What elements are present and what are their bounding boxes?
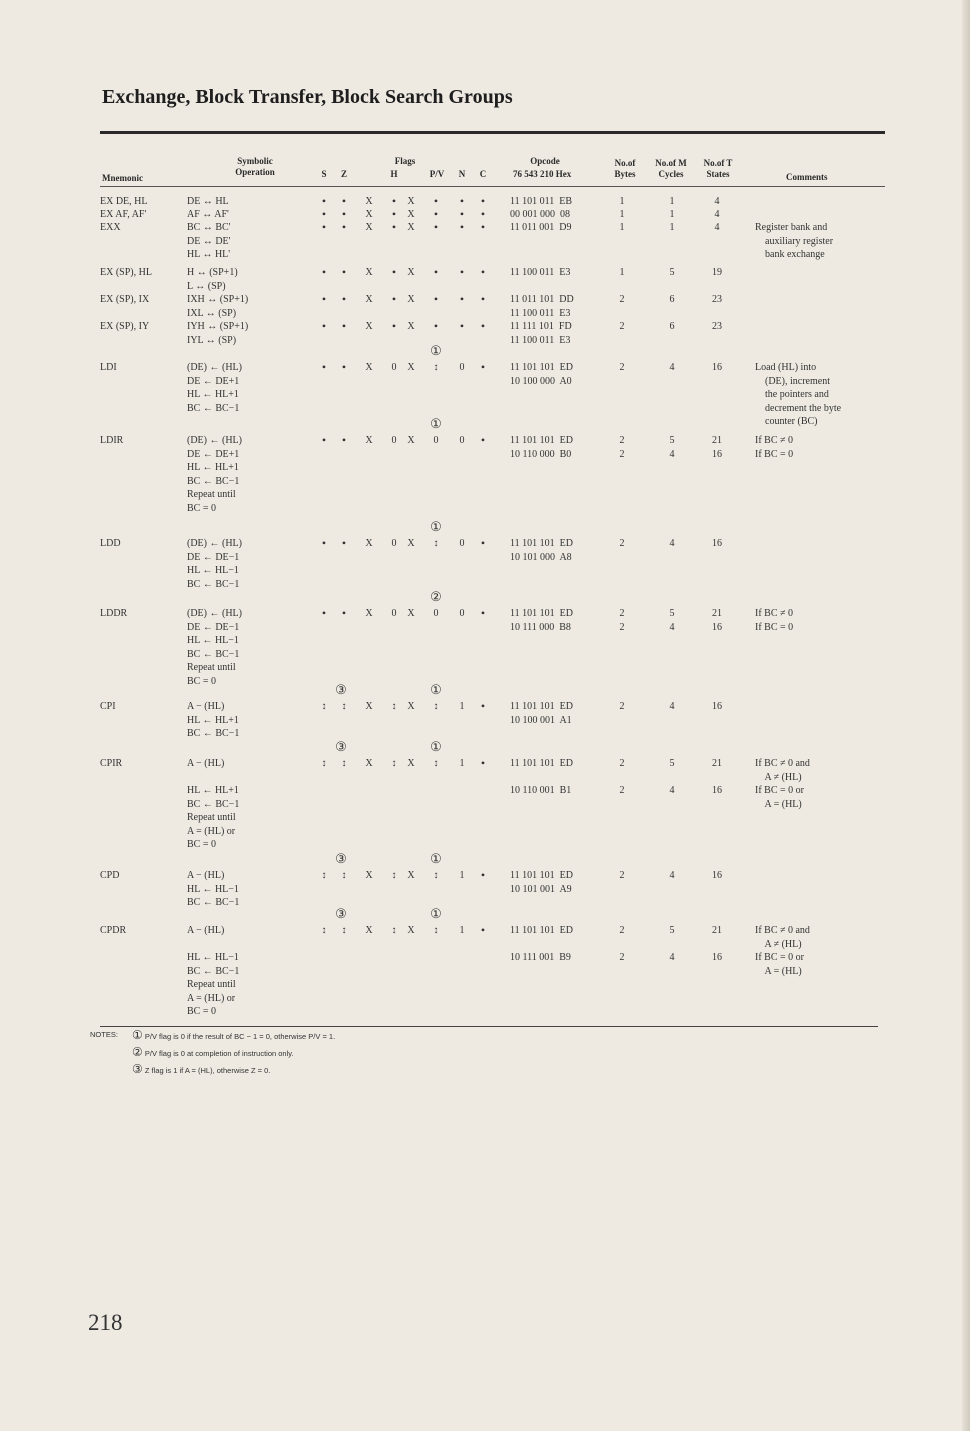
bytes-cell: 1 — [619, 196, 625, 207]
flag-cell: X — [407, 321, 415, 332]
flag-cell: 0 — [459, 538, 465, 549]
header-bytes-1: No.of — [614, 158, 636, 168]
comments-cell: Register bank and auxiliary register bank exchange — [755, 222, 834, 260]
header-symbolic-1: Symbolic — [237, 156, 273, 166]
flag-cell: • — [341, 194, 347, 208]
t-states-cell: 21 16 — [712, 925, 722, 963]
flag-cell: ↕ — [321, 870, 327, 881]
flag-cell: X — [365, 196, 373, 207]
flag-cell: X — [365, 758, 373, 769]
flag-cell: X — [365, 294, 373, 305]
flag-cell: • — [341, 292, 347, 306]
flag-cell: • — [321, 292, 327, 306]
flag-cell: • — [480, 265, 486, 279]
pv-note-marker: ① — [430, 416, 442, 431]
flag-cell: ↕ — [341, 701, 347, 712]
bytes-cell: 2 — [619, 294, 625, 305]
flag-cell: • — [321, 207, 327, 221]
note-2-mark: ② — [132, 1045, 143, 1059]
mnemonic-cell: EX AF, AF' — [100, 209, 147, 220]
t-states-cell: 23 — [712, 321, 722, 332]
flag-cell: X — [407, 209, 415, 220]
header-flag-c: C — [479, 169, 487, 179]
flag-cell: ↕ — [433, 870, 439, 881]
page-edge-shadow — [962, 0, 970, 1431]
opcode-cell: 11 101 011 EB — [510, 196, 573, 207]
header-mnemonic: Mnemonic — [102, 173, 143, 183]
t-states-cell: 16 — [712, 538, 722, 549]
header-flag-s: S — [321, 169, 327, 179]
flag-cell: 0 — [459, 362, 465, 373]
flag-cell: 0 — [433, 608, 439, 619]
flag-cell: • — [459, 207, 465, 221]
bytes-cell: 2 2 — [619, 608, 625, 633]
page-title: Exchange, Block Transfer, Block Search Groups — [102, 86, 513, 108]
m-cycles-cell: 5 4 — [669, 925, 675, 963]
flag-cell: X — [407, 267, 415, 278]
pv-note-marker: ① — [430, 343, 442, 358]
opcode-cell: 11 101 101 ED 10 100 001 A1 — [510, 701, 573, 726]
operation-cell: (DE) ← (HL) DE ← DE−1 HL ← HL−1 BC ← BC−1 — [187, 538, 242, 590]
z-note-marker: ③ — [335, 906, 347, 921]
t-states-cell: 16 — [712, 870, 722, 881]
notes-label: NOTES: — [90, 1030, 118, 1039]
mnemonic-cell: CPDR — [100, 925, 127, 936]
opcode-cell: 11 101 101 ED 10 111 000 B8 — [510, 608, 573, 633]
bytes-cell: 1 — [619, 222, 625, 233]
flag-cell: 0 — [459, 608, 465, 619]
operation-cell: AF ↔ AF' — [187, 209, 229, 220]
flag-cell: • — [480, 536, 486, 550]
m-cycles-cell: 1 — [669, 196, 675, 207]
flag-cell: • — [321, 433, 327, 447]
flag-cell: • — [480, 433, 486, 447]
header-flags: Flags — [394, 156, 416, 166]
header-flag-pv: P/V — [429, 169, 445, 179]
operation-cell: BC ↔ BC' DE ↔ DE' HL ↔ HL' — [187, 222, 231, 260]
t-states-cell: 21 16 — [712, 608, 722, 633]
flag-cell: ↕ — [391, 870, 397, 881]
z-note-marker: ③ — [335, 682, 347, 697]
flag-cell: • — [459, 319, 465, 333]
note-1-mark: ① — [132, 1028, 143, 1042]
note-2-text: P/V flag is 0 at completion of instruction only. — [144, 1049, 294, 1058]
flag-cell: ↕ — [391, 701, 397, 712]
m-cycles-cell: 4 — [669, 701, 675, 712]
header-flag-z: Z — [340, 169, 347, 179]
pv-note-marker: ① — [430, 851, 442, 866]
header-rule — [100, 186, 885, 187]
flag-cell: • — [341, 606, 347, 620]
flag-cell: 1 — [459, 870, 465, 881]
header-m-1: No.of M — [655, 158, 687, 168]
opcode-cell: 11 101 101 ED 10 101 000 A8 — [510, 538, 573, 563]
flag-cell: X — [365, 222, 373, 233]
flag-cell: • — [480, 194, 486, 208]
flag-cell: • — [321, 536, 327, 550]
operation-cell: A − (HL) HL ← HL+1 BC ← BC−1 — [187, 701, 240, 739]
m-cycles-cell: 5 — [669, 267, 675, 278]
flag-cell: X — [407, 294, 415, 305]
operation-cell: IXH ↔ (SP+1) IXL ↔ (SP) — [187, 294, 249, 319]
operation-cell: (DE) ← (HL) DE ← DE+1 HL ← HL+1 BC ← BC−1 Repeat until BC = 0 — [187, 435, 242, 514]
flag-cell: 0 — [459, 435, 465, 446]
flag-cell: • — [480, 756, 486, 770]
pv-note-marker: ① — [430, 519, 442, 534]
m-cycles-cell: 4 — [669, 870, 675, 881]
flag-cell: X — [365, 608, 373, 619]
flag-cell: X — [407, 701, 415, 712]
flag-cell: ↕ — [341, 870, 347, 881]
flag-cell: X — [407, 538, 415, 549]
mnemonic-cell: LDI — [100, 362, 117, 373]
flag-cell: X — [365, 870, 373, 881]
header-opcode-2: 76 543 210 Hex — [513, 169, 572, 179]
flag-cell: • — [391, 292, 397, 306]
m-cycles-cell: 4 — [669, 362, 675, 373]
z-note-marker: ③ — [335, 739, 347, 754]
m-cycles-cell: 5 4 — [669, 608, 675, 633]
flag-cell: ↕ — [341, 925, 347, 936]
header-bytes-2: Bytes — [614, 169, 636, 179]
operation-cell: A − (HL) HL ← HL−1 BC ← BC−1 — [187, 870, 240, 908]
opcode-cell: 11 101 101 ED 10 110 000 B0 — [510, 435, 573, 460]
bytes-cell: 1 — [619, 267, 625, 278]
opcode-cell: 11 011 001 D9 — [510, 222, 572, 233]
mnemonic-cell: LDIR — [100, 435, 124, 446]
flag-cell: X — [407, 870, 415, 881]
operation-cell: H ↔ (SP+1) L ↔ (SP) — [187, 267, 238, 292]
flag-cell: 1 — [459, 758, 465, 769]
flag-cell: • — [433, 207, 439, 221]
operation-cell: IYH ↔ (SP+1) IYL ↔ (SP) — [187, 321, 249, 346]
flag-cell: X — [407, 608, 415, 619]
opcode-cell: 11 101 101 ED 10 100 000 A0 — [510, 362, 573, 387]
operation-cell: DE ↔ HL — [187, 196, 229, 207]
t-states-cell: 4 — [714, 196, 720, 207]
comments-cell: If BC ≠ 0 If BC = 0 — [755, 608, 794, 633]
bytes-cell: 2 2 — [619, 435, 625, 460]
flag-cell: 1 — [459, 701, 465, 712]
flag-cell: • — [480, 868, 486, 882]
opcode-cell: 11 101 101 ED 10 111 001 B9 — [510, 925, 573, 963]
note-3-text: Z flag is 1 if A = (HL), otherwise Z = 0. — [144, 1066, 271, 1075]
m-cycles-cell: 4 — [669, 538, 675, 549]
notes-rule — [100, 1026, 878, 1027]
note-1-text: P/V flag is 0 if the result of BC − 1 = 0, otherwise P/V = 1. — [144, 1032, 336, 1041]
opcode-cell: 00 001 000 08 — [510, 209, 570, 220]
flag-cell: 0 — [433, 435, 439, 446]
flag-cell: X — [407, 196, 415, 207]
z-note-marker: ③ — [335, 851, 347, 866]
opcode-cell: 11 100 011 E3 — [510, 267, 571, 278]
t-states-cell: 23 — [712, 294, 722, 305]
mnemonic-cell: LDD — [100, 538, 121, 549]
flag-cell: • — [480, 220, 486, 234]
flag-cell: • — [433, 194, 439, 208]
m-cycles-cell: 1 — [669, 222, 675, 233]
flag-cell: • — [321, 319, 327, 333]
flag-cell: ↕ — [341, 758, 347, 769]
flag-cell: X — [365, 267, 373, 278]
note-3-mark: ③ — [132, 1062, 143, 1076]
flag-cell: ↕ — [391, 925, 397, 936]
operation-cell: A − (HL) HL ← HL+1 BC ← BC−1 Repeat until A = (HL) or BC = 0 — [187, 758, 240, 850]
flag-cell: • — [321, 220, 327, 234]
opcode-cell: 11 011 101 DD 11 100 011 E3 — [510, 294, 574, 319]
t-states-cell: 4 — [714, 222, 720, 233]
bytes-cell: 2 2 — [619, 925, 625, 963]
flag-cell: • — [341, 319, 347, 333]
pv-note-marker: ① — [430, 906, 442, 921]
bytes-cell: 2 — [619, 701, 625, 712]
flag-cell: • — [341, 207, 347, 221]
opcode-cell: 11 111 101 FD 11 100 011 E3 — [510, 321, 572, 346]
t-states-cell: 21 16 — [712, 435, 722, 460]
flag-cell: X — [407, 222, 415, 233]
flag-cell: X — [365, 925, 373, 936]
flag-cell: ↕ — [433, 538, 439, 549]
flag-cell: • — [433, 220, 439, 234]
flag-cell: ↕ — [321, 701, 327, 712]
flag-cell: • — [480, 207, 486, 221]
header-t-1: No.of T — [703, 158, 733, 168]
m-cycles-cell: 5 4 — [669, 435, 675, 460]
flag-cell: 0 — [391, 435, 397, 446]
flag-cell: ↕ — [321, 758, 327, 769]
bytes-cell: 2 — [619, 321, 625, 332]
flag-cell: X — [365, 321, 373, 332]
flag-cell: 0 — [391, 608, 397, 619]
mnemonic-cell: EX DE, HL — [100, 196, 148, 207]
mnemonic-cell: EX (SP), IX — [100, 294, 150, 305]
flag-cell: • — [341, 265, 347, 279]
flag-cell: 0 — [391, 362, 397, 373]
comments-cell: If BC ≠ 0 and A ≠ (HL) If BC = 0 or A = (HL) — [755, 925, 810, 977]
flag-cell: • — [459, 220, 465, 234]
flag-cell: • — [459, 194, 465, 208]
flag-cell: X — [365, 362, 373, 373]
flag-cell: • — [391, 194, 397, 208]
flag-cell: • — [391, 265, 397, 279]
m-cycles-cell: 1 — [669, 209, 675, 220]
flag-cell: • — [341, 220, 347, 234]
flag-cell: ↕ — [433, 701, 439, 712]
header-comments: Comments — [786, 172, 828, 182]
flag-cell: 0 — [391, 538, 397, 549]
flag-cell: • — [391, 319, 397, 333]
flag-cell: • — [341, 360, 347, 374]
mnemonic-cell: CPD — [100, 870, 120, 881]
flag-cell: • — [433, 319, 439, 333]
flag-cell: ↕ — [433, 758, 439, 769]
comments-cell: Load (HL) into (DE), increment the pointers and decrement the byte counter (BC) — [755, 362, 842, 427]
mnemonic-cell: EX (SP), HL — [100, 267, 152, 278]
flag-cell: ↕ — [433, 925, 439, 936]
t-states-cell: 21 16 — [712, 758, 722, 796]
flag-cell: X — [365, 209, 373, 220]
note-3 — [132, 1064, 270, 1076]
flag-cell: • — [391, 207, 397, 221]
header-t-2: States — [706, 169, 730, 179]
note-1 — [132, 1030, 335, 1042]
flag-cell: X — [407, 925, 415, 936]
operation-cell: (DE) ← (HL) DE ← DE−1 HL ← HL−1 BC ← BC−1 Repeat until BC = 0 — [187, 608, 242, 687]
flag-cell: • — [480, 360, 486, 374]
operation-cell: (DE) ← (HL) DE ← DE+1 HL ← HL+1 BC ← BC−1 — [187, 362, 242, 414]
pv-note-marker: ② — [430, 589, 442, 604]
opcode-cell: 11 101 101 ED 10 110 001 B1 — [510, 758, 573, 796]
flag-cell: • — [321, 360, 327, 374]
pv-note-marker: ① — [430, 739, 442, 754]
flag-cell: X — [407, 435, 415, 446]
flag-cell: ↕ — [321, 925, 327, 936]
flag-cell: • — [459, 265, 465, 279]
t-states-cell: 19 — [712, 267, 722, 278]
mnemonic-cell: CPI — [100, 701, 116, 712]
flag-cell: 1 — [459, 925, 465, 936]
flag-cell: • — [480, 606, 486, 620]
flag-cell: X — [365, 435, 373, 446]
page-number: 218 — [88, 1310, 123, 1335]
m-cycles-cell: 6 — [669, 321, 675, 332]
bytes-cell: 2 — [619, 362, 625, 373]
title-rule — [100, 131, 885, 134]
header-m-2: Cycles — [658, 169, 684, 179]
flag-cell: ↕ — [433, 362, 439, 373]
flag-cell: • — [341, 536, 347, 550]
flag-cell: • — [480, 292, 486, 306]
note-2 — [132, 1047, 294, 1059]
header-symbolic-2: Operation — [235, 167, 275, 177]
comments-cell: If BC ≠ 0 and A ≠ (HL) If BC = 0 or A = (HL) — [755, 758, 810, 810]
flag-cell: • — [321, 265, 327, 279]
bytes-cell: 1 — [619, 209, 625, 220]
t-states-cell: 4 — [714, 209, 720, 220]
flag-cell: • — [341, 433, 347, 447]
bytes-cell: 2 — [619, 538, 625, 549]
mnemonic-cell: EXX — [100, 222, 121, 233]
flag-cell: ↕ — [391, 758, 397, 769]
bytes-cell: 2 2 — [619, 758, 625, 796]
flag-cell: • — [480, 699, 486, 713]
flag-cell: • — [433, 265, 439, 279]
opcode-cell: 11 101 101 ED 10 101 001 A9 — [510, 870, 573, 895]
flag-cell: X — [365, 701, 373, 712]
operation-cell: A − (HL) HL ← HL−1 BC ← BC−1 Repeat until A = (HL) or BC = 0 — [187, 925, 240, 1017]
flag-cell: • — [480, 319, 486, 333]
comments-cell: If BC ≠ 0 If BC = 0 — [755, 435, 794, 460]
mnemonic-cell: LDDR — [100, 608, 128, 619]
m-cycles-cell: 6 — [669, 294, 675, 305]
bytes-cell: 2 — [619, 870, 625, 881]
mnemonic-cell: EX (SP), IY — [100, 321, 150, 332]
flag-cell: X — [407, 758, 415, 769]
flag-cell: • — [480, 923, 486, 937]
m-cycles-cell: 5 4 — [669, 758, 675, 796]
mnemonic-cell: CPIR — [100, 758, 123, 769]
flag-cell: • — [321, 194, 327, 208]
flag-cell: X — [407, 362, 415, 373]
header-flag-n: N — [458, 169, 466, 179]
pv-note-marker: ① — [430, 682, 442, 697]
flag-cell: • — [459, 292, 465, 306]
header-flag-h: H — [390, 169, 398, 179]
t-states-cell: 16 — [712, 701, 722, 712]
flag-cell: • — [391, 220, 397, 234]
header-opcode-1: Opcode — [530, 156, 560, 166]
flag-cell: • — [321, 606, 327, 620]
t-states-cell: 16 — [712, 362, 722, 373]
flag-cell: • — [433, 292, 439, 306]
flag-cell: X — [365, 538, 373, 549]
